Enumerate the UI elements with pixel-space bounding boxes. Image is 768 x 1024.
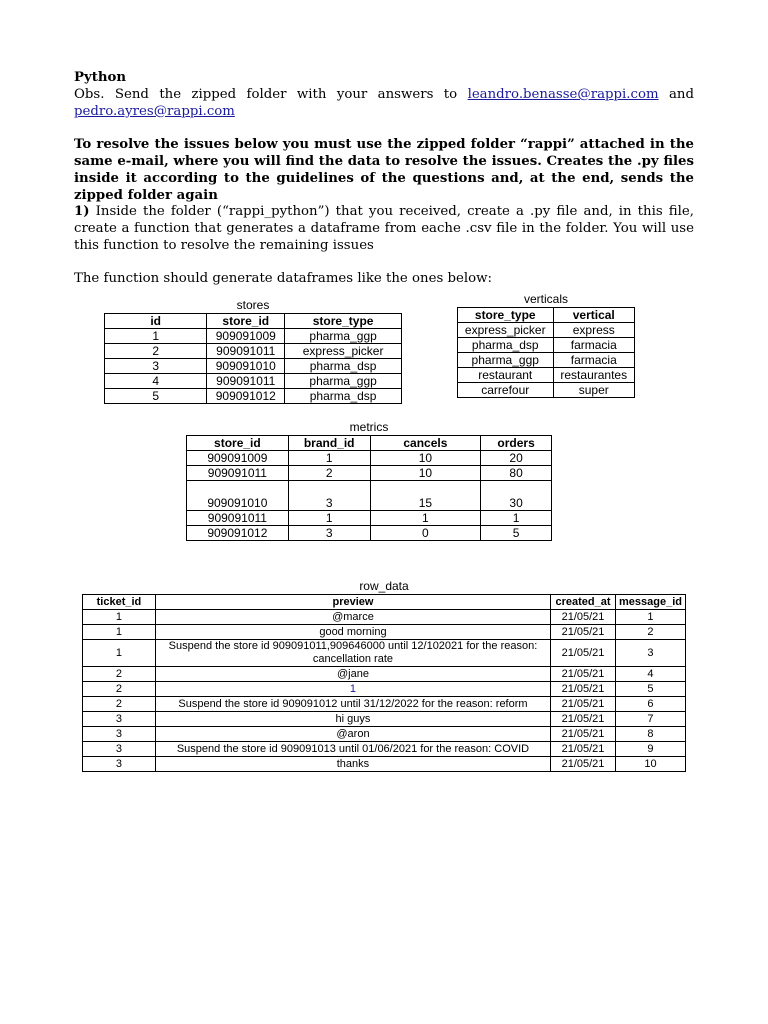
email-link-leandro[interactable]: leandro.benasse@rappi.com [467, 87, 659, 102]
table-row [83, 640, 686, 667]
doc-heading: Python [74, 70, 127, 85]
table-cell: 909091011 [207, 344, 285, 359]
table-cell: @aron [155, 727, 550, 742]
table-cell: 3 [288, 526, 370, 541]
table-cell: Suspend the store id 909091012 until 31/12/2022 for the reason: reform [155, 697, 550, 712]
table-cell: 1 [481, 511, 552, 526]
table-cell: Suspend the store id 909091013 until 01/06/2021 for the reason: COVID [155, 742, 550, 757]
table-row [105, 389, 402, 404]
table-cell: 909091009 [187, 451, 289, 466]
table-cell: farmacia [553, 353, 635, 368]
table-cell: thanks [155, 757, 550, 772]
table-cell: 21/05/21 [551, 610, 616, 625]
table-row [83, 712, 686, 727]
table-cell: 10 [615, 757, 685, 772]
table-row [83, 667, 686, 682]
table-cell: 5 [105, 389, 207, 404]
row_data-header-created-at: created_at [551, 595, 616, 610]
table-cell: carrefour [458, 383, 554, 398]
table-cell: express_picker [458, 323, 554, 338]
table-row [105, 344, 402, 359]
table-row [187, 511, 552, 526]
table-cell: 2 [288, 466, 370, 481]
verticals-caption: verticals [523, 292, 568, 306]
function-text: The function should generate dataframes like the ones below: [74, 271, 492, 286]
table-cell: 2 [83, 682, 156, 697]
table-cell: 1 [288, 451, 370, 466]
stores-header-store-type: store_type [285, 314, 402, 329]
table-cell: 9 [615, 742, 685, 757]
table-row [458, 323, 635, 338]
table-cell: 21/05/21 [551, 712, 616, 727]
obs-line-2 [74, 103, 694, 120]
table-cell: pharma_ggp [285, 329, 402, 344]
table-cell: @marce [155, 610, 550, 625]
table-cell: pharma_dsp [285, 389, 402, 404]
table-cell: 1 [370, 511, 481, 526]
table-cell: 909091012 [207, 389, 285, 404]
table-cell: 1 [105, 329, 207, 344]
table-cell: 5 [615, 682, 685, 697]
table-row [187, 451, 552, 466]
metrics-header-store-id: store_id [187, 436, 289, 451]
and-word: and [668, 87, 694, 102]
table-cell: 10 [370, 466, 481, 481]
table-cell: 2 [83, 697, 156, 712]
table-cell: 909091011 [187, 466, 289, 481]
table-cell: 3 [83, 712, 156, 727]
table-cell: @jane [155, 667, 550, 682]
table-row [83, 757, 686, 772]
instructions-paragraph: To resolve the issues below you must use the zipped folder “rappi” attached in the same e-mail, where you will find the data to resolve the issues. Creates the .py files inside it according to the guidelines of the questions and, at the end, sends the zipped folder again [74, 137, 694, 203]
table-cell: pharma_ggp [458, 353, 554, 368]
table-cell: 21/05/21 [551, 757, 616, 772]
row_data-header-message-id: message_id [615, 595, 685, 610]
table-cell: 1 [155, 682, 550, 697]
obs-text: Obs. Send the zipped folder with your answers to [74, 87, 458, 102]
table-cell: 21/05/21 [551, 742, 616, 757]
table-cell: 909091011 [207, 374, 285, 389]
table-cell: Suspend the store id 909091011,909646000 until 12/102021 for the reason: cancellation rate [155, 640, 550, 667]
table-cell: 3 [83, 742, 156, 757]
table-cell: 909091010 [207, 359, 285, 374]
table-row [458, 383, 635, 398]
verticals-header-store-type: store_type [458, 308, 554, 323]
metrics-table [186, 435, 552, 541]
table-cell: 909091009 [207, 329, 285, 344]
stores-caption: stores [236, 298, 270, 312]
table-cell: 3 [615, 640, 685, 667]
table-cell: 2 [83, 667, 156, 682]
table-cell: 30 [481, 481, 552, 511]
table-cell: good morning [155, 625, 550, 640]
table-cell: 909091010 [187, 481, 289, 511]
table-cell: 15 [370, 481, 481, 511]
stores-header-id: id [105, 314, 207, 329]
table-cell: 2 [105, 344, 207, 359]
email-link-pedro[interactable]: pedro.ayres@rappi.com [74, 104, 235, 119]
table-cell: farmacia [553, 338, 635, 353]
metrics-header-cancels: cancels [370, 436, 481, 451]
metrics-caption: metrics [349, 420, 389, 434]
table-cell: 909091011 [187, 511, 289, 526]
table-cell: 10 [370, 451, 481, 466]
row_data-header-preview: preview [155, 595, 550, 610]
table-row [458, 368, 635, 383]
row_data-header-ticket-id: ticket_id [83, 595, 156, 610]
table-cell: 21/05/21 [551, 682, 616, 697]
table-row [105, 329, 402, 344]
table-cell: 909091012 [187, 526, 289, 541]
row-data-caption: row_data [359, 579, 409, 593]
table-cell: pharma_dsp [458, 338, 554, 353]
table-cell: 4 [105, 374, 207, 389]
table-row [458, 353, 635, 368]
table-cell: express [553, 323, 635, 338]
table-cell: 21/05/21 [551, 625, 616, 640]
table-cell: 1 [83, 640, 156, 667]
obs-line [74, 86, 694, 103]
table-row [187, 466, 552, 481]
table-row [83, 610, 686, 625]
table-cell: pharma_ggp [285, 374, 402, 389]
table-row [187, 526, 552, 541]
metrics-header-brand-id: brand_id [288, 436, 370, 451]
stores-table [104, 313, 402, 404]
table-cell: 3 [288, 481, 370, 511]
question-number: 1) [74, 204, 90, 219]
table-cell: 5 [481, 526, 552, 541]
table-cell: 80 [481, 466, 552, 481]
table-cell: 3 [105, 359, 207, 374]
verticals-header-vertical: vertical [553, 308, 635, 323]
question-text: Inside the folder (“rappi_python”) that you received, create a .py file and, in this file, create a function that generates a dataframe from eache .csv file in the folder. You will use this function to resolve the remaining issues [74, 204, 694, 253]
table-cell: super [553, 383, 635, 398]
table-cell: 21/05/21 [551, 727, 616, 742]
table-cell: 2 [615, 625, 685, 640]
question-1 [74, 203, 694, 254]
table-row [83, 682, 686, 697]
table-cell: 4 [615, 667, 685, 682]
table-cell: 8 [615, 727, 685, 742]
table-cell: 20 [481, 451, 552, 466]
table-cell: 1 [83, 625, 156, 640]
table-cell: hi guys [155, 712, 550, 727]
table-row [83, 727, 686, 742]
table-row [187, 481, 552, 511]
table-cell: restaurant [458, 368, 554, 383]
table-row [83, 697, 686, 712]
table-cell: 3 [83, 727, 156, 742]
table-cell: 3 [83, 757, 156, 772]
table-cell: 1 [288, 511, 370, 526]
table-cell: 1 [615, 610, 685, 625]
verticals-table [457, 307, 635, 398]
table-cell: 1 [83, 610, 156, 625]
table-cell: 21/05/21 [551, 667, 616, 682]
table-cell: 6 [615, 697, 685, 712]
row-data-table [82, 594, 686, 772]
table-cell: express_picker [285, 344, 402, 359]
table-row [105, 374, 402, 389]
table-cell: restaurantes [553, 368, 635, 383]
table-row [458, 338, 635, 353]
stores-header-store-id: store_id [207, 314, 285, 329]
table-cell: 21/05/21 [551, 697, 616, 712]
table-cell: 0 [370, 526, 481, 541]
table-cell: 21/05/21 [551, 640, 616, 667]
metrics-header-orders: orders [481, 436, 552, 451]
table-row [83, 625, 686, 640]
table-cell: pharma_dsp [285, 359, 402, 374]
table-cell: 7 [615, 712, 685, 727]
table-row [83, 742, 686, 757]
table-row [105, 359, 402, 374]
